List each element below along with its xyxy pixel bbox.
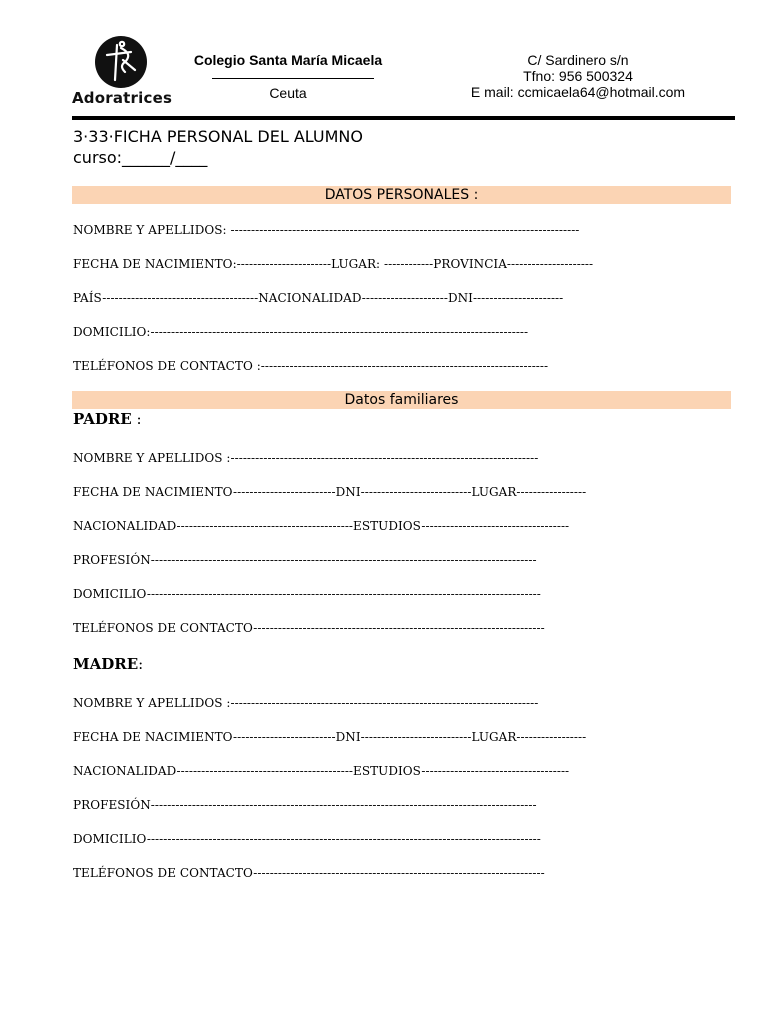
course-field: curso:______/____ — [73, 148, 208, 167]
father-heading-suffix: : — [131, 410, 142, 428]
father-address-line: DOMICILIO------------------------------------------------------------------------------------------------ — [73, 587, 541, 601]
contact-phone: Tfno: 956 500324 — [523, 68, 633, 84]
mother-phone-line: TELÉFONOS DE CONTACTO----------------------------------------------------------------------- — [73, 866, 545, 880]
personal-birth-line: FECHA DE NACIMIENTO:-----------------------LUGAR: ------------PROVINCIA--------------------- — [73, 257, 594, 271]
school-name-underline — [212, 78, 374, 79]
father-heading-label: PADRE — [73, 410, 132, 428]
mother-profession-line: PROFESIÓN---------------------------------------------------------------------------------------------- — [73, 798, 537, 812]
father-phone-line: TELÉFONOS DE CONTACTO----------------------------------------------------------------------- — [73, 621, 545, 635]
father-heading — [73, 410, 142, 428]
school-name: Colegio Santa María Micaela — [193, 52, 383, 68]
mother-birth-line: FECHA DE NACIMIENTO-------------------------DNI---------------------------LUGAR----------------- — [73, 730, 587, 744]
page-title: 3·33·FICHA PERSONAL DEL ALUMNO — [73, 127, 363, 146]
mother-name-line: NOMBRE Y APELLIDOS :--------------------------------------------------------------------------- — [73, 696, 539, 710]
logo-text: Adoratrices — [72, 89, 173, 107]
mother-heading-suffix: : — [138, 655, 144, 673]
mother-nationality-line: NACIONALIDAD-------------------------------------------ESTUDIOS------------------------------------ — [73, 764, 570, 778]
personal-phone-line: TELÉFONOS DE CONTACTO :---------------------------------------------------------------------- — [73, 359, 549, 373]
section-band-personal: DATOS PERSONALES : — [72, 186, 731, 204]
father-nationality-line: NACIONALIDAD-------------------------------------------ESTUDIOS------------------------------------ — [73, 519, 570, 533]
father-birth-line: FECHA DE NACIMIENTO-------------------------DNI---------------------------LUGAR----------------- — [73, 485, 587, 499]
school-city: Ceuta — [269, 85, 307, 101]
section-band-family: Datos familiares — [72, 391, 731, 409]
header-divider — [72, 116, 735, 120]
personal-address-line: DOMICILIO:-------------------------------------------------------------------------------------------- — [73, 325, 529, 339]
mother-address-line: DOMICILIO------------------------------------------------------------------------------------------------ — [73, 832, 541, 846]
adoratrices-emblem-icon — [95, 36, 147, 88]
contact-address: C/ Sardinero s/n — [527, 52, 629, 68]
mother-heading — [73, 655, 143, 673]
school-logo — [72, 36, 176, 112]
personal-name-line: NOMBRE Y APELLIDOS: ------------------------------------------------------------------------------------- — [73, 223, 580, 237]
personal-country-line: PAÍS--------------------------------------NACIONALIDAD---------------------DNI---------------------- — [73, 291, 564, 305]
contact-email: E mail: ccmicaela64@hotmail.com — [470, 84, 686, 100]
father-name-line: NOMBRE Y APELLIDOS :--------------------------------------------------------------------------- — [73, 451, 539, 465]
father-profession-line: PROFESIÓN---------------------------------------------------------------------------------------------- — [73, 553, 537, 567]
mother-heading-label: MADRE — [73, 655, 139, 673]
contact-block — [448, 52, 708, 100]
